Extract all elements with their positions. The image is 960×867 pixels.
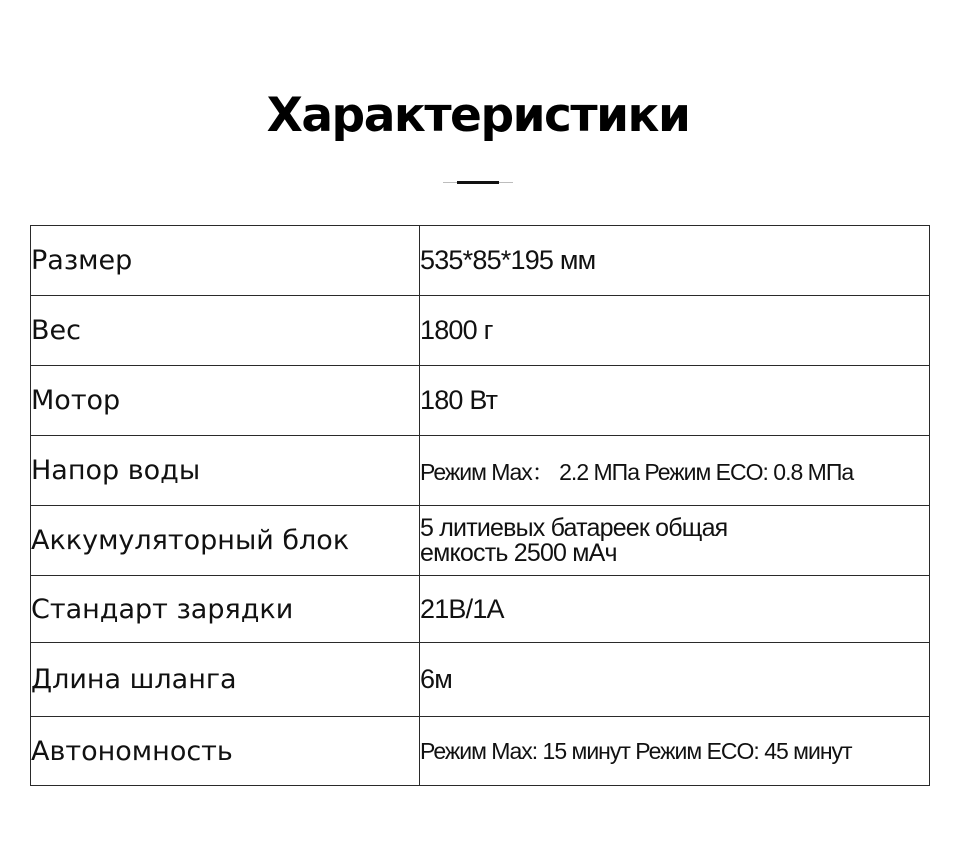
spec-value-motor: 180 Вт bbox=[420, 366, 930, 436]
spec-value-battery bbox=[420, 506, 930, 576]
table-row bbox=[31, 436, 930, 506]
table-row bbox=[31, 366, 930, 436]
spec-label-size: Размер bbox=[31, 226, 420, 296]
spec-value-battery-line-2: емкость 2500 мАч bbox=[420, 538, 617, 567]
divider-fade-right bbox=[499, 182, 513, 183]
spec-label-water-pressure: Напор воды bbox=[31, 436, 420, 506]
spec-label-battery: Аккумуляторный блок bbox=[31, 506, 420, 576]
spec-value-hose-length: 6м bbox=[420, 643, 930, 717]
spec-value-weight: 1800 г bbox=[420, 296, 930, 366]
spec-value-battery-line-1: 5 литиевых батареек общая bbox=[420, 513, 728, 542]
table-row bbox=[31, 576, 930, 643]
spec-value-water-pressure: Режим Max： 2.2 МПа Режим ECO: 0.8 МПа bbox=[420, 436, 930, 506]
table-row bbox=[31, 506, 930, 576]
table-row bbox=[31, 717, 930, 786]
spec-label-motor: Мотор bbox=[31, 366, 420, 436]
title-divider bbox=[443, 181, 513, 183]
page-title: Характеристики bbox=[266, 88, 690, 143]
table-row bbox=[31, 296, 930, 366]
spec-label-weight: Вес bbox=[31, 296, 420, 366]
spec-label-charging: Стандарт зарядки bbox=[31, 576, 420, 643]
table-row bbox=[31, 226, 930, 296]
spec-value-size: 535*85*195 мм bbox=[420, 226, 930, 296]
divider-accent bbox=[457, 181, 499, 184]
specs-table bbox=[30, 225, 930, 786]
divider-fade-left bbox=[443, 182, 457, 183]
spec-label-runtime: Автономность bbox=[31, 717, 420, 786]
spec-label-hose-length: Длина шланга bbox=[31, 643, 420, 717]
table-row bbox=[31, 643, 930, 717]
spec-value-runtime: Режим Max: 15 минут Режим ECO: 45 минут bbox=[420, 717, 930, 786]
spec-value-charging: 21В/1А bbox=[420, 576, 930, 643]
